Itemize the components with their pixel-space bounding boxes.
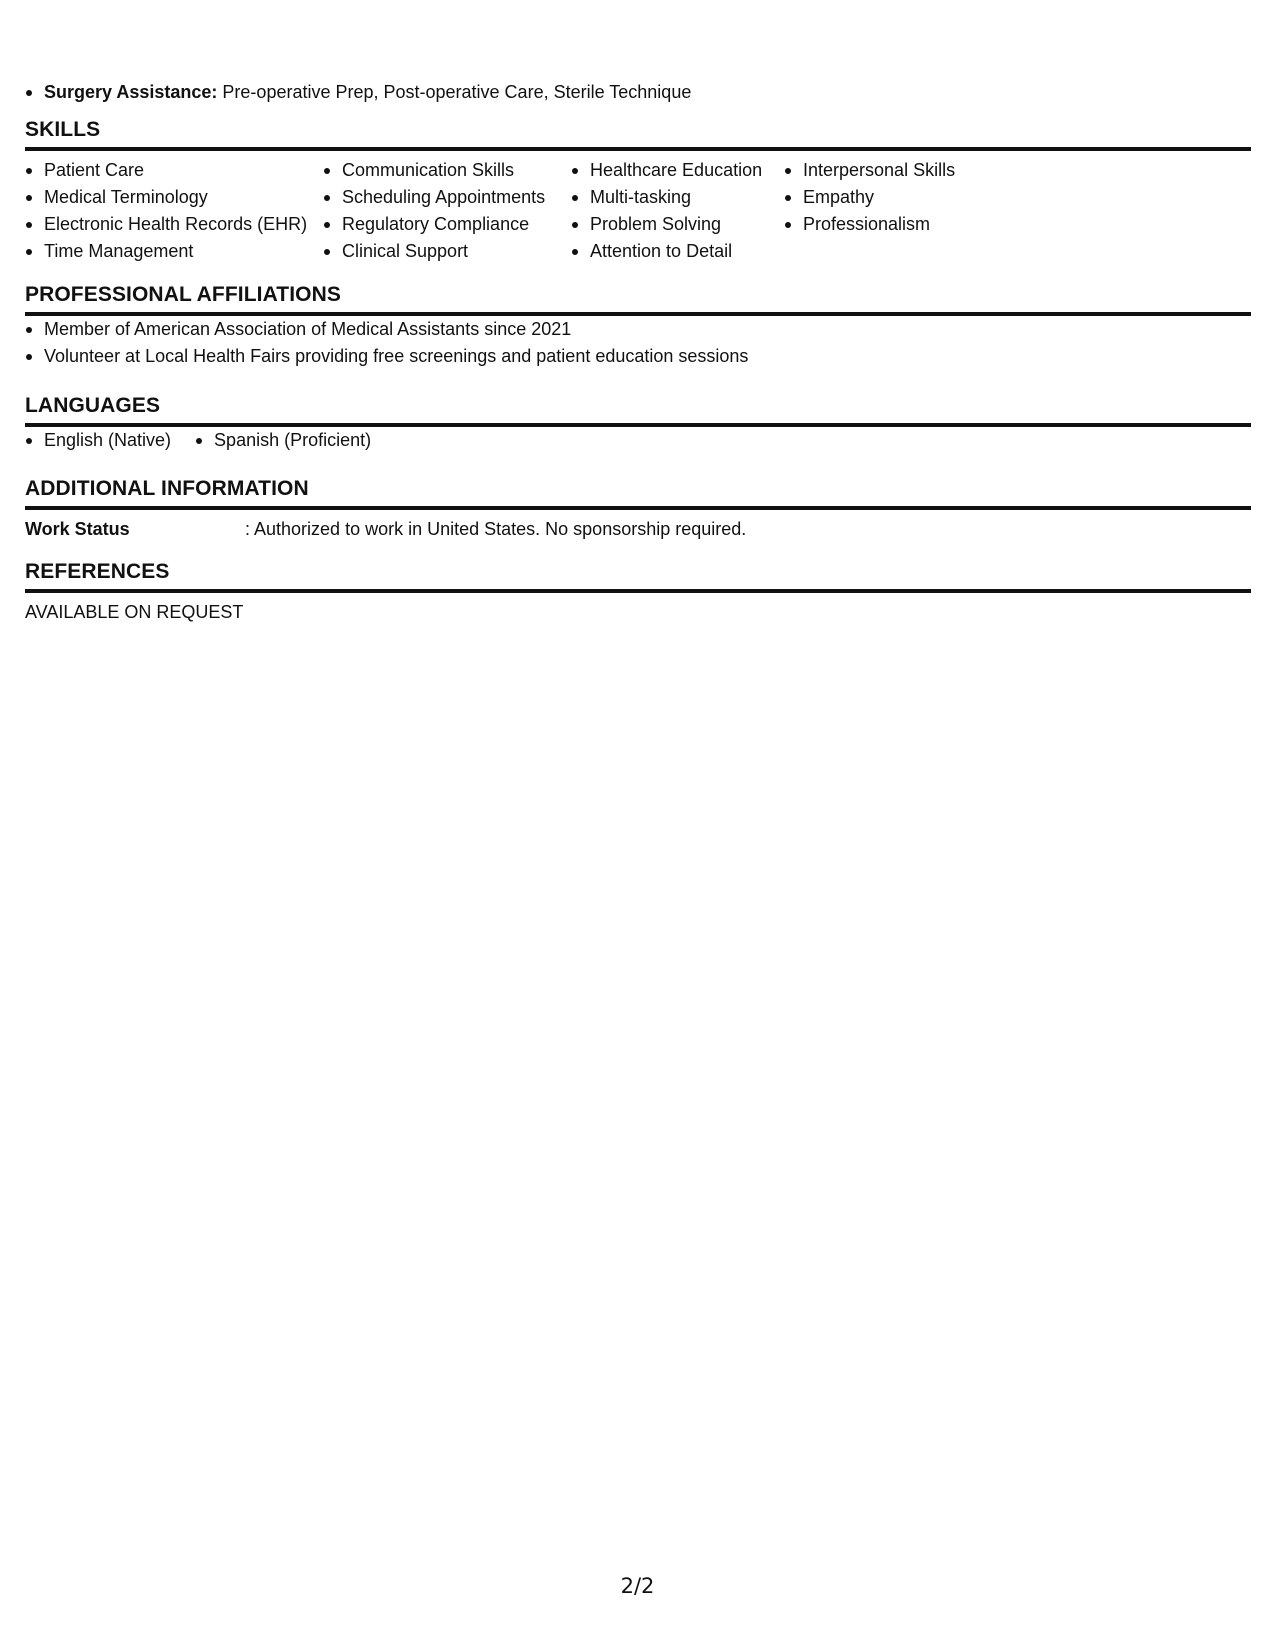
list-item: Scheduling Appointments: [323, 184, 571, 211]
skill-category-label: Surgery Assistance:: [44, 82, 218, 102]
references-text: AVAILABLE ON REQUEST: [25, 602, 244, 622]
list-item: Medical Terminology: [25, 184, 323, 211]
list-item: Electronic Health Records (EHR): [25, 211, 323, 238]
section-title-references: REFERENCES: [25, 559, 1251, 593]
skills-column-2: [323, 157, 571, 265]
work-status-label: Work Status: [25, 519, 130, 539]
affiliations-section: [25, 282, 1251, 370]
list-item: Empathy: [784, 184, 1004, 211]
list-item: Problem Solving: [571, 211, 784, 238]
list-item: Member of American Association of Medical Assistants since 2021: [25, 316, 1251, 343]
list-item: Spanish (Proficient): [195, 427, 371, 454]
section-title-affiliations: PROFESSIONAL AFFILIATIONS: [25, 282, 1251, 316]
work-status-value: : Authorized to work in United States. No sponsorship required.: [245, 519, 747, 539]
additional-info-section: [25, 476, 1251, 542]
section-title-languages: LANGUAGES: [25, 393, 1251, 427]
languages-list: [25, 427, 1251, 454]
list-item: Interpersonal Skills: [784, 157, 1004, 184]
list-item: Clinical Support: [323, 238, 571, 265]
skills-grid: [25, 157, 1251, 265]
skills-section: [25, 117, 1251, 265]
affiliations-list: [25, 316, 1251, 370]
skills-column-3: [571, 157, 784, 265]
references-section: [25, 559, 1251, 625]
section-title-skills: SKILLS: [25, 117, 1251, 151]
skills-column-4: [784, 157, 1004, 265]
list-item: [25, 79, 691, 106]
skill-category-text: Pre-operative Prep, Post-operative Care, Sterile Technique: [217, 82, 692, 102]
list-item: Patient Care: [25, 157, 323, 184]
list-item: Attention to Detail: [571, 238, 784, 265]
list-item: Multi-tasking: [571, 184, 784, 211]
list-item: Professionalism: [784, 211, 1004, 238]
list-item: Healthcare Education: [571, 157, 784, 184]
work-status-row: [25, 516, 1251, 542]
experience-skill-list: [25, 79, 691, 106]
list-item: Time Management: [25, 238, 323, 265]
languages-section: [25, 393, 1251, 454]
list-item: English (Native): [25, 427, 171, 454]
skills-column-1: [25, 157, 323, 265]
list-item: Volunteer at Local Health Fairs providing free screenings and patient education sessions: [25, 343, 1251, 370]
list-item: Communication Skills: [323, 157, 571, 184]
list-item: Regulatory Compliance: [323, 211, 571, 238]
section-title-additional: ADDITIONAL INFORMATION: [25, 476, 1251, 510]
page-number: 2/2: [620, 1574, 655, 1598]
